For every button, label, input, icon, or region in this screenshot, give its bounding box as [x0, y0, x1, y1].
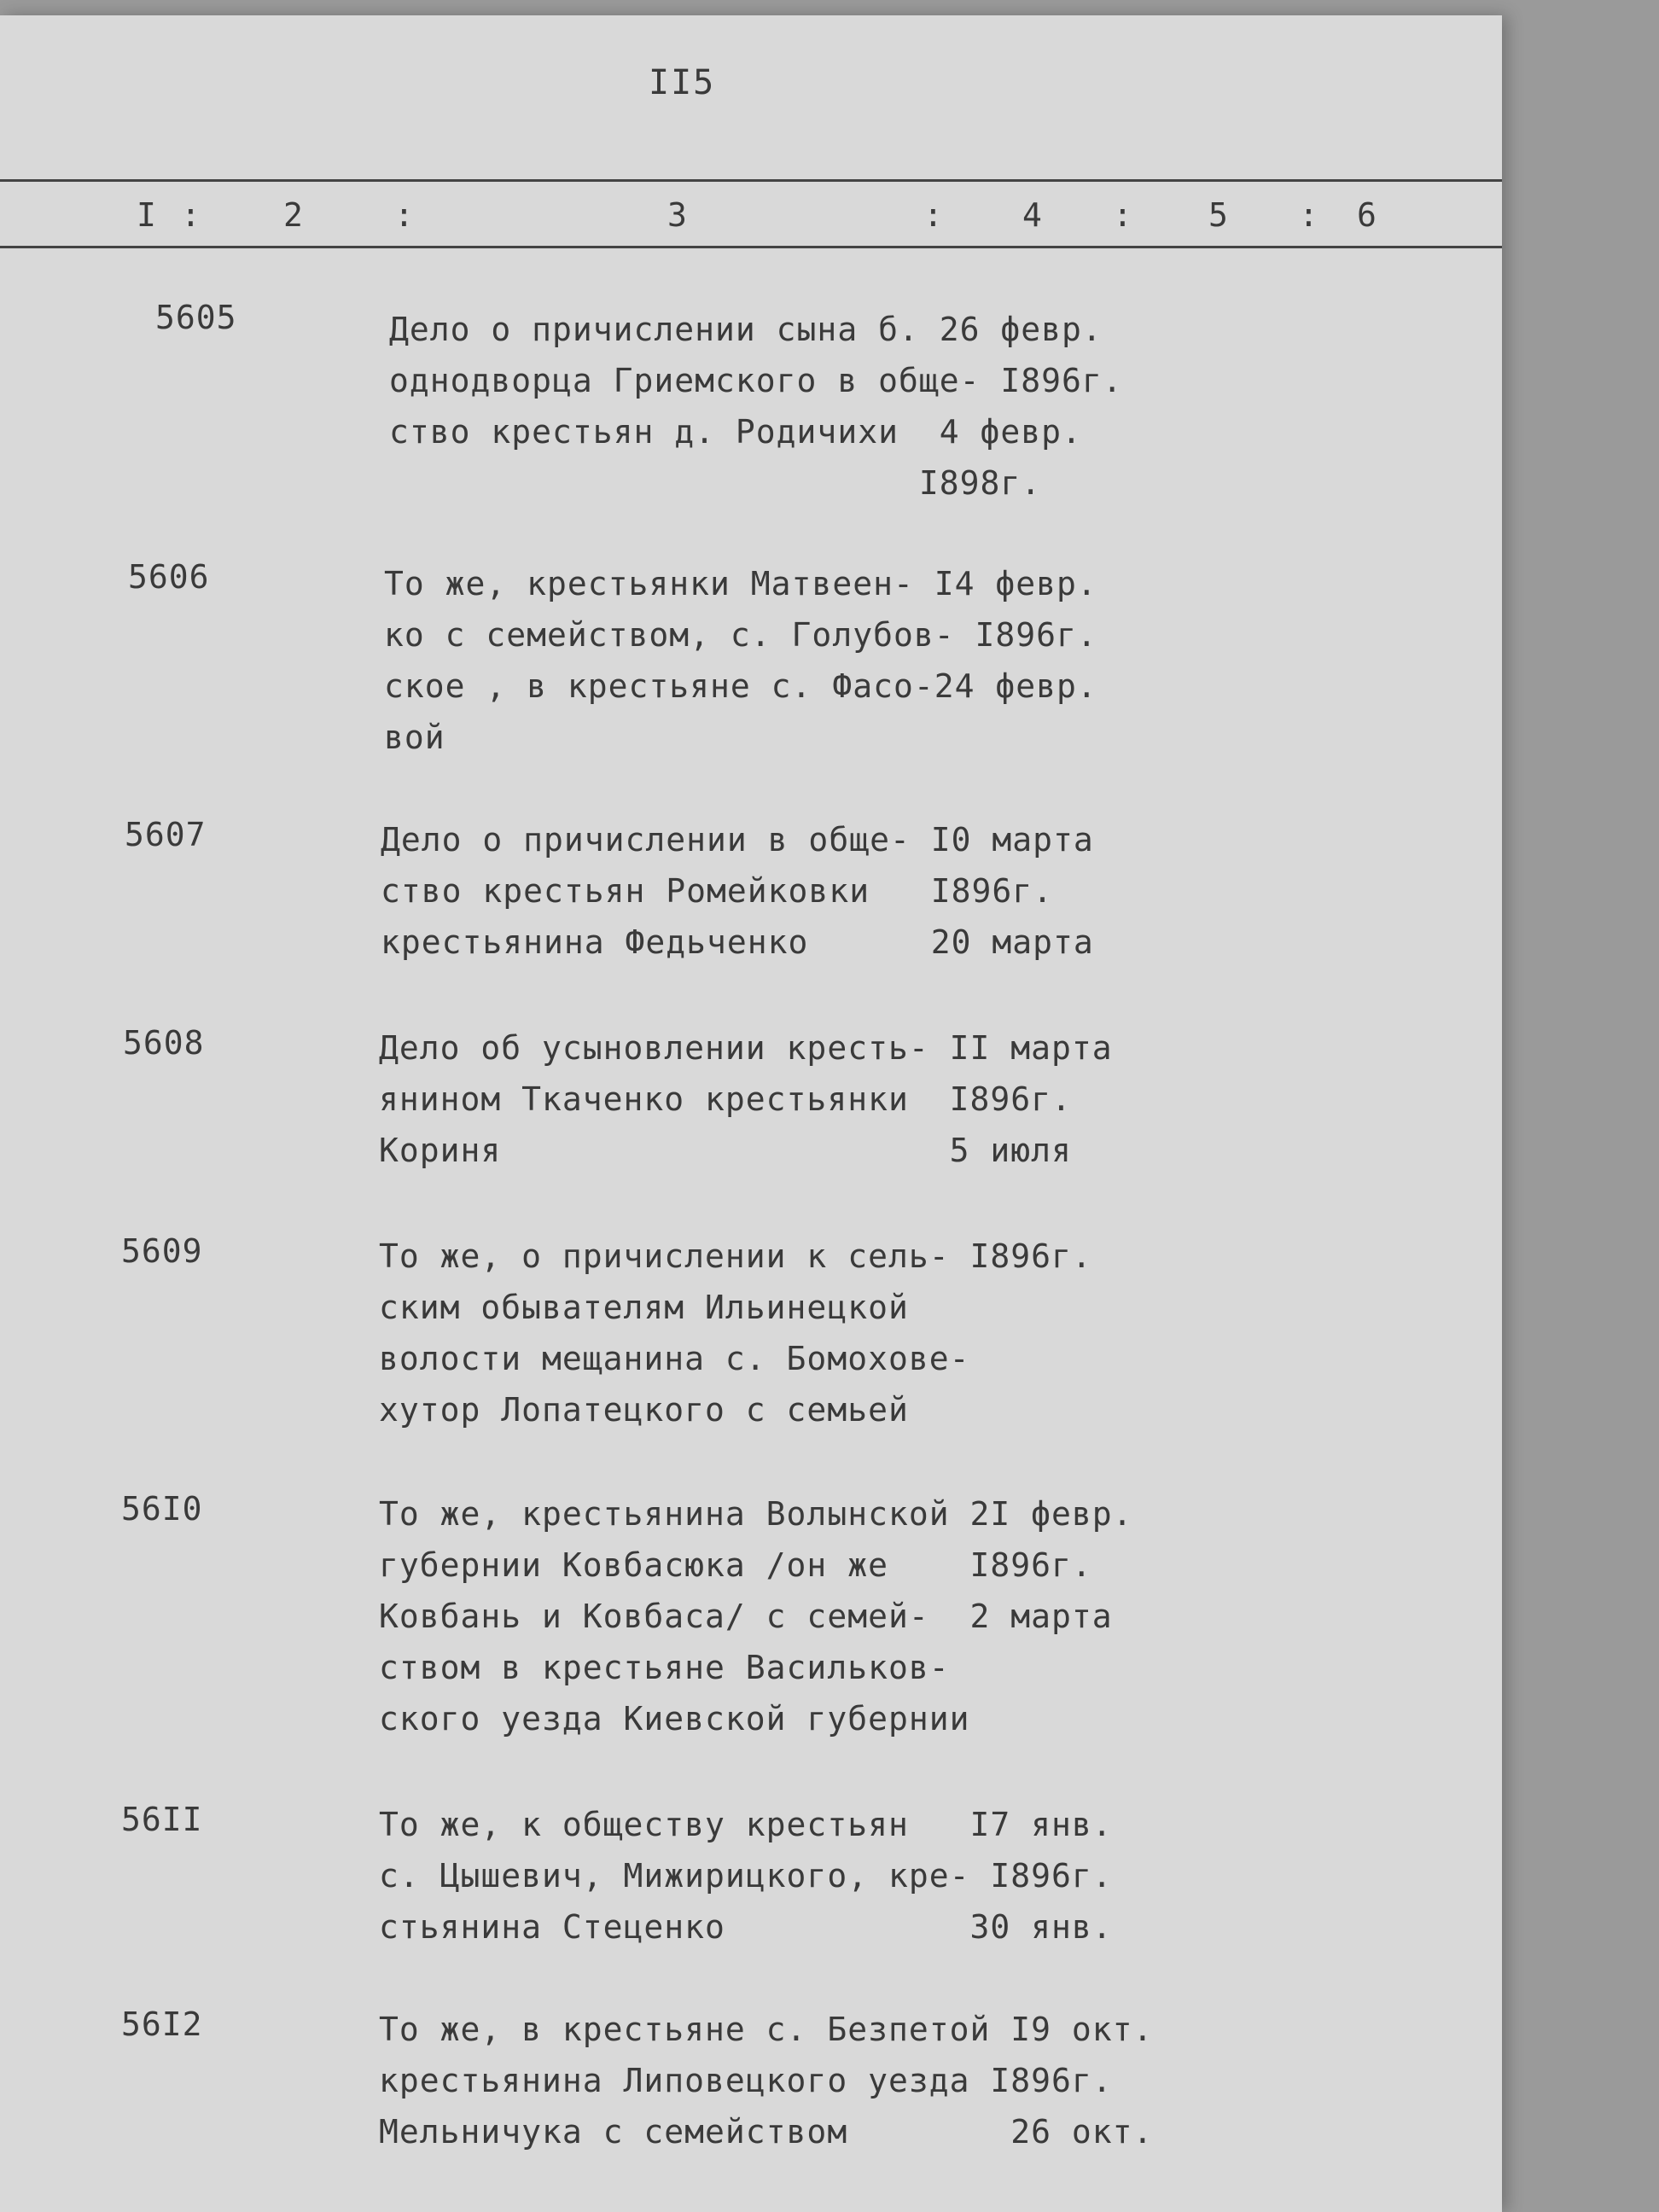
- entry-line: То же, в крестьяне с. Безпетой I9 окт.: [379, 2011, 1154, 2048]
- archive-page: [0, 15, 1502, 2212]
- entry-number: 5608: [123, 1024, 205, 1062]
- entry-line: янином Ткаченко крестьянки I896г.: [379, 1080, 1072, 1118]
- entry-line: Ковбань и Ковбаса/ с семей- 2 марта: [379, 1598, 1113, 1635]
- entry-line: Дело о причислении сына б. 26 февр.: [389, 311, 1103, 348]
- entry-number: 5607: [125, 816, 207, 853]
- header-rule-top: [0, 179, 1502, 182]
- entry-line: стьянина Стеценко 30 янв.: [379, 1908, 1113, 1946]
- column-separator: :: [1299, 196, 1318, 234]
- entry-line: То же, о причислении к сель- I896г.: [379, 1237, 1092, 1275]
- entry-line: ство крестьян Ромейковки I896г.: [381, 872, 1053, 910]
- entry-line: крестьянина Федьченко 20 марта: [381, 923, 1094, 961]
- entry-line: То же, крестьянки Матвеен- I4 февр.: [384, 565, 1097, 602]
- entry-number: 56I0: [121, 1490, 203, 1528]
- column-number-4: 4: [1022, 196, 1042, 234]
- column-separator: :: [181, 196, 201, 234]
- entry-line: Дело о причислении в обще- I0 марта: [381, 821, 1094, 859]
- entry-line: губернии Ковбасюка /он же I896г.: [379, 1546, 1092, 1584]
- entry-line: вой: [384, 719, 445, 756]
- entry-line: однодворца Гриемского в обще- I896г.: [389, 362, 1123, 399]
- header-rule-bottom: [0, 246, 1502, 248]
- entry-number: 56II: [121, 1801, 203, 1838]
- column-number-2: 2: [283, 196, 303, 234]
- entry-number: 56I2: [121, 2005, 203, 2043]
- entry-line: волости мещанина с. Бомохове-: [379, 1340, 970, 1377]
- entry-line: Мельничука с семейством 26 окт.: [379, 2113, 1154, 2151]
- entry-number: 5606: [128, 558, 210, 596]
- column-separator: :: [394, 196, 414, 234]
- entry-line: I898г.: [389, 464, 1042, 502]
- entry-line: с. Цышевич, Мижирицкого, кре- I896г.: [379, 1857, 1113, 1895]
- column-number-5: 5: [1208, 196, 1228, 234]
- entry-line: Кориня 5 июля: [379, 1132, 1072, 1169]
- entry-line: ское , в крестьяне с. Фасо-24 февр.: [384, 667, 1097, 705]
- entry-line: хутор Лопатецкого с семьей: [379, 1391, 909, 1429]
- column-number-3: 3: [667, 196, 687, 234]
- column-separator: :: [923, 196, 943, 234]
- entry-line: Дело об усыновлении кресть- II марта: [379, 1029, 1113, 1067]
- entry-line: То же, крестьянина Волынской 2I февр.: [379, 1495, 1133, 1533]
- entry-line: ство крестьян д. Родичихи 4 февр.: [389, 413, 1082, 451]
- column-number-1: I: [137, 196, 156, 234]
- entry-line: ского уезда Киевской губернии: [379, 1700, 970, 1738]
- column-number-6: 6: [1357, 196, 1377, 234]
- entry-number: 5605: [155, 299, 237, 336]
- entry-line: То же, к обществу крестьян I7 янв.: [379, 1806, 1113, 1843]
- entry-line: ко с семейством, с. Голубов- I896г.: [384, 616, 1097, 654]
- page-number: II5: [649, 63, 716, 102]
- entry-line: крестьянина Липовецкого уезда I896г.: [379, 2062, 1113, 2099]
- entry-number: 5609: [121, 1232, 203, 1270]
- entry-line: ством в крестьяне Васильков-: [379, 1649, 950, 1686]
- entry-line: ским обывателям Ильинецкой: [379, 1289, 909, 1326]
- column-separator: :: [1113, 196, 1132, 234]
